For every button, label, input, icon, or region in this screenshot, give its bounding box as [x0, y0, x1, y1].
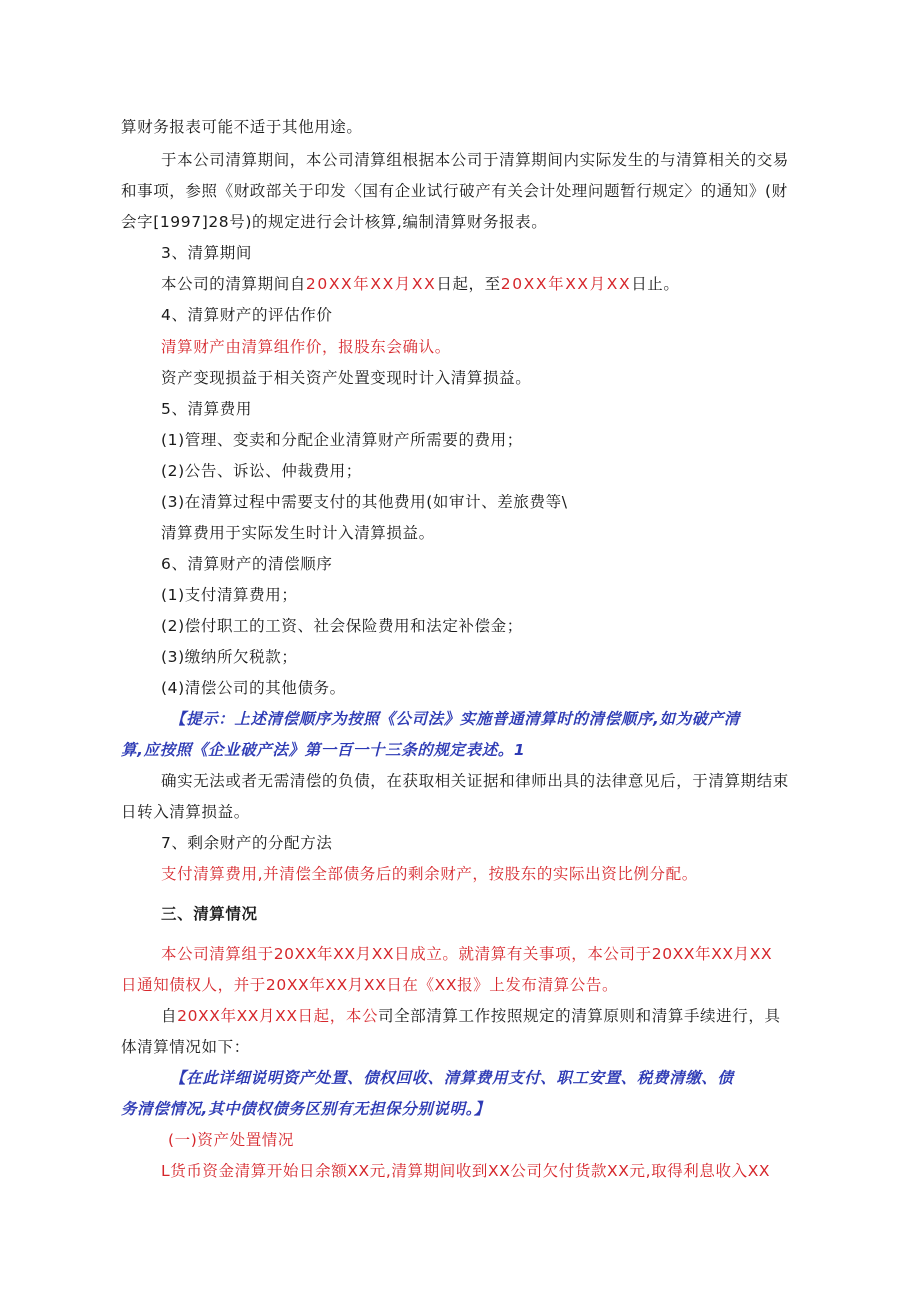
paragraph-line: 日通知债权人，并于20XX年XX月XX日在《XX报》上发布清算公告。 [121, 976, 619, 994]
date-placeholder: 20XX年XX月XX [305, 275, 437, 293]
paragraph-line: 资产变现损益于相关资产处置变现时计入清算损益。 [161, 369, 532, 387]
paragraph-line [161, 274, 871, 294]
text-span: 自 [161, 1007, 178, 1025]
list-item: (3)缴纳所欠税款； [161, 648, 298, 666]
text-span: 司全部清算工作按照规定的清算原则和清算手续进行，具 [378, 1007, 781, 1025]
note-line: 务清偿情况,其中债权债务区别有无担保分别说明。】 [121, 1100, 491, 1118]
paragraph-line: 清算费用于实际发生时计入清算损益。 [161, 524, 435, 542]
paragraph-line: 清算财产由清算组作价，报股东会确认。 [161, 338, 451, 356]
paragraph-line: 日转入清算损益。 [121, 803, 250, 821]
paragraph-line: 于本公司清算期间，本公司清算组根据本公司于清算期间内实际发生的与清算相关的交易 [161, 151, 789, 169]
text-span: 日止。 [631, 275, 680, 293]
paragraph-line: 体清算情况如下： [121, 1038, 250, 1056]
list-item: (1)支付清算费用； [161, 586, 298, 604]
list-item: (3)在清算过程中需要支付的其他费用(如审计、差旅费等\ [161, 493, 568, 511]
list-item: (1)管理、变卖和分配企业清算财产所需要的费用； [161, 431, 523, 449]
section-heading: 5、清算费用 [161, 400, 252, 418]
section-heading: 3、清算期间 [161, 244, 252, 262]
list-item: (4)清偿公司的其他债务。 [161, 679, 346, 697]
paragraph-line: 确实无法或者无需清偿的负债，在获取相关证据和律师出具的法律意见后，于清算期结束 [161, 772, 789, 790]
note-line: 【在此详细说明资产处置、债权回收、清算费用支付、职工安置、税费清缴、债 [170, 1069, 734, 1087]
text-span: 本公司的清算期间自 [161, 275, 306, 293]
paragraph-line [161, 1006, 871, 1026]
list-item: (2)公告、诉讼、仲裁费用； [161, 462, 362, 480]
date-placeholder: 20XX年XX月XX日起，本公 [177, 1007, 379, 1025]
chapter-heading: 三、清算情况 [161, 905, 258, 923]
paragraph-line: L货币资金清算开始日余额XX元,清算期间收到XX公司欠付货款XX元,取得利息收入XX [161, 1162, 771, 1180]
section-heading: 4、清算财产的评估作价 [161, 306, 333, 324]
paragraph-line: 算财务报表可能不适于其他用途。 [121, 118, 363, 136]
note-line: 【提示：上述清偿顺序为按照《公司法》实施普通清算时的清偿顺序,如为破产清 [170, 710, 740, 728]
section-heading: 6、清算财产的清偿顺序 [161, 555, 333, 573]
list-item: (2)偿付职工的工资、社会保险费用和法定补偿金； [161, 617, 523, 635]
subsection-heading: (一)资产处置情况 [168, 1131, 294, 1149]
note-line: 算,应按照《企业破产法》第一百一十三条的规定表述。1 [121, 741, 526, 759]
paragraph-line: 会字[1997]28号)的规定进行会计核算,编制清算财务报表。 [121, 213, 548, 231]
date-placeholder: 20XX年XX月XX [500, 275, 632, 293]
section-heading: 7、剩余财产的分配方法 [161, 834, 333, 852]
text-span: 日起，至 [436, 275, 501, 293]
paragraph-line: 支付清算费用,并清偿全部债务后的剩余财产，按股东的实际出资比例分配。 [161, 865, 698, 883]
paragraph-line: 和事项，参照《财政部关于印发〈国有企业试行破产有关会计处理问题暂行规定〉的通知》(财 [121, 182, 788, 200]
paragraph-line: 本公司清算组于20XX年XX月XX日成立。就清算有关事项，本公司于20XX年XX月XX [161, 945, 773, 963]
